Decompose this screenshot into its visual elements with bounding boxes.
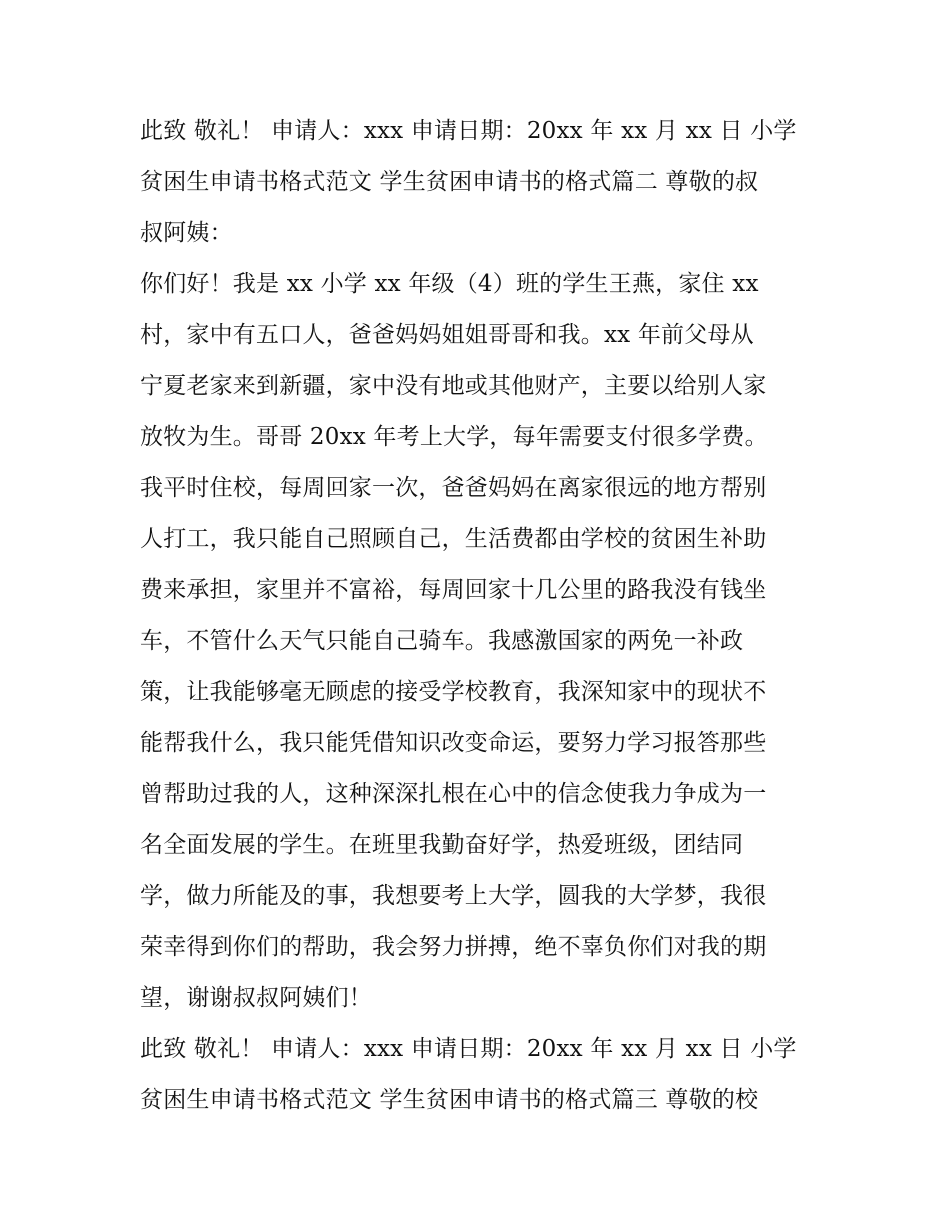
text-line: 宁夏老家来到新疆，家中没有地或其他财产，主要以给别人家 [140, 373, 767, 399]
text-line: 费来承担，家里并不富裕，每周回家十几公里的路我没有钱坐 [140, 577, 767, 603]
paragraph-closing-1 [140, 106, 820, 259]
text-line: 学，做力所能及的事，我想要考上大学，圆我的大学梦，我很 [140, 883, 767, 909]
text-line: 荣幸得到你们的帮助，我会努力拼搏，绝不辜负你们对我的期 [140, 934, 767, 960]
text-line: 你们好！我是 xx 小学 xx 年级（4）班的学生王燕，家住 xx [140, 271, 759, 297]
text-line: 村，家中有五口人，爸爸妈妈姐姐哥哥和我。xx 年前父母从 [140, 322, 754, 348]
text-line: 贫困生申请书格式范文 学生贫困申请书的格式篇二 尊敬的叔 [140, 169, 759, 195]
text-line: 人打工，我只能自己照顾自己，生活费都由学校的贫困生补助 [140, 526, 767, 552]
document-body [140, 106, 820, 1126]
text-line: 此致 敬礼！ 申请人：xxx 申请日期：20xx 年 xx 月 xx 日 小学 [140, 118, 797, 144]
text-line: 能帮我什么，我只能凭借知识改变命运，要努力学习报答那些 [140, 730, 767, 756]
text-line: 叔阿姨： [140, 220, 233, 246]
text-line: 望，谢谢叔叔阿姨们！ [140, 985, 372, 1011]
text-line: 贫困生申请书格式范文 学生贫困申请书的格式篇三 尊敬的校 [140, 1087, 759, 1113]
text-line: 放牧为生。哥哥 20xx 年考上大学，每年需要支付很多学费。 [140, 424, 768, 450]
paragraph-closing-2 [140, 1024, 820, 1126]
paragraph-letter-body [140, 259, 820, 1024]
text-line: 车，不管什么天气只能自己骑车。我感激国家的两免一补政 [140, 628, 744, 654]
text-line: 我平时住校，每周回家一次，爸爸妈妈在离家很远的地方帮别 [140, 475, 767, 501]
text-line: 名全面发展的学生。在班里我勤奋好学，热爱班级，团结同 [140, 832, 744, 858]
text-line: 策，让我能够毫无顾虑的接受学校教育，我深知家中的现状不 [140, 679, 767, 705]
text-line: 曾帮助过我的人，这种深深扎根在心中的信念使我力争成为一 [140, 781, 767, 807]
text-line: 此致 敬礼！ 申请人：xxx 申请日期：20xx 年 xx 月 xx 日 小学 [140, 1036, 797, 1062]
